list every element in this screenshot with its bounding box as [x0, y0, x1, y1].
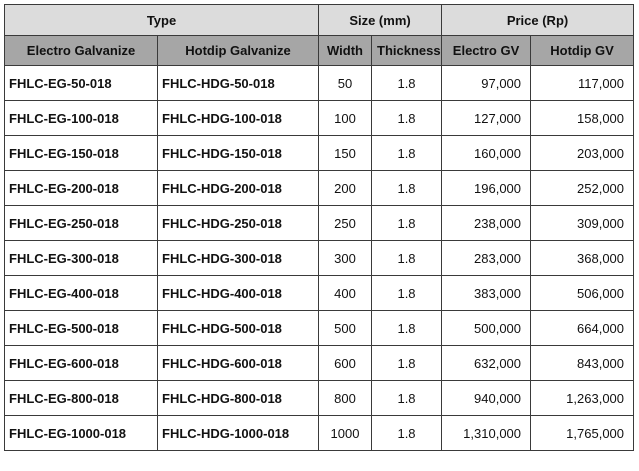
cell-thickness: 1.8 — [372, 171, 442, 206]
cell-electro-galvanize-code: FHLC-EG-500-018 — [5, 311, 158, 346]
cell-thickness: 1.8 — [372, 276, 442, 311]
cell-electro-gv-price: 283,000 — [442, 241, 531, 276]
header-type: Type — [5, 5, 319, 36]
header-hotdip-gv: Hotdip GV — [531, 36, 634, 66]
cell-width: 250 — [319, 206, 372, 241]
cell-width: 150 — [319, 136, 372, 171]
header-thickness: Thickness — [372, 36, 442, 66]
cell-electro-galvanize-code: FHLC-EG-100-018 — [5, 101, 158, 136]
cell-thickness: 1.8 — [372, 136, 442, 171]
table-row — [5, 381, 634, 416]
cell-electro-gv-price: 160,000 — [442, 136, 531, 171]
header-electro-galvanize: Electro Galvanize — [5, 36, 158, 66]
header-hotdip-galvanize: Hotdip Galvanize — [158, 36, 319, 66]
header-size: Size (mm) — [319, 5, 442, 36]
table-row — [5, 276, 634, 311]
table-row — [5, 206, 634, 241]
cell-hotdip-gv-price: 203,000 — [531, 136, 634, 171]
cell-hotdip-gv-price: 843,000 — [531, 346, 634, 381]
table-row — [5, 311, 634, 346]
cell-electro-gv-price: 940,000 — [442, 381, 531, 416]
cell-electro-galvanize-code: FHLC-EG-1000-018 — [5, 416, 158, 451]
cell-electro-gv-price: 632,000 — [442, 346, 531, 381]
table-row — [5, 66, 634, 101]
header-price: Price (Rp) — [442, 5, 634, 36]
cell-thickness: 1.8 — [372, 241, 442, 276]
cell-thickness: 1.8 — [372, 66, 442, 101]
cell-electro-galvanize-code: FHLC-EG-150-018 — [5, 136, 158, 171]
cell-thickness: 1.8 — [372, 416, 442, 451]
cell-hotdip-gv-price: 506,000 — [531, 276, 634, 311]
table-row — [5, 171, 634, 206]
cell-hotdip-galvanize-code: FHLC-HDG-100-018 — [158, 101, 319, 136]
cell-hotdip-galvanize-code: FHLC-HDG-1000-018 — [158, 416, 319, 451]
cell-electro-galvanize-code: FHLC-EG-250-018 — [5, 206, 158, 241]
price-table-container — [4, 4, 634, 451]
header-electro-gv: Electro GV — [442, 36, 531, 66]
cell-hotdip-galvanize-code: FHLC-HDG-50-018 — [158, 66, 319, 101]
cell-hotdip-galvanize-code: FHLC-HDG-600-018 — [158, 346, 319, 381]
cell-thickness: 1.8 — [372, 101, 442, 136]
cell-width: 200 — [319, 171, 372, 206]
table-row — [5, 346, 634, 381]
cell-electro-galvanize-code: FHLC-EG-300-018 — [5, 241, 158, 276]
cell-hotdip-gv-price: 1,765,000 — [531, 416, 634, 451]
cell-electro-gv-price: 127,000 — [442, 101, 531, 136]
cell-width: 800 — [319, 381, 372, 416]
cell-thickness: 1.8 — [372, 206, 442, 241]
table-row — [5, 241, 634, 276]
cell-electro-gv-price: 196,000 — [442, 171, 531, 206]
cell-width: 500 — [319, 311, 372, 346]
header-width: Width — [319, 36, 372, 66]
cell-hotdip-galvanize-code: FHLC-HDG-200-018 — [158, 171, 319, 206]
cell-electro-galvanize-code: FHLC-EG-800-018 — [5, 381, 158, 416]
table-row — [5, 101, 634, 136]
table-row — [5, 416, 634, 451]
cell-width: 100 — [319, 101, 372, 136]
cell-electro-gv-price: 97,000 — [442, 66, 531, 101]
cell-electro-galvanize-code: FHLC-EG-600-018 — [5, 346, 158, 381]
cell-width: 600 — [319, 346, 372, 381]
cell-hotdip-gv-price: 309,000 — [531, 206, 634, 241]
price-table — [4, 4, 634, 451]
cell-electro-gv-price: 383,000 — [442, 276, 531, 311]
cell-hotdip-gv-price: 664,000 — [531, 311, 634, 346]
cell-hotdip-gv-price: 117,000 — [531, 66, 634, 101]
cell-electro-galvanize-code: FHLC-EG-50-018 — [5, 66, 158, 101]
table-header — [5, 5, 634, 66]
cell-hotdip-gv-price: 1,263,000 — [531, 381, 634, 416]
header-row-columns — [5, 36, 634, 66]
cell-thickness: 1.8 — [372, 346, 442, 381]
table-body — [5, 66, 634, 451]
cell-hotdip-galvanize-code: FHLC-HDG-300-018 — [158, 241, 319, 276]
table-row — [5, 136, 634, 171]
cell-electro-gv-price: 238,000 — [442, 206, 531, 241]
cell-hotdip-gv-price: 158,000 — [531, 101, 634, 136]
cell-hotdip-gv-price: 252,000 — [531, 171, 634, 206]
cell-hotdip-galvanize-code: FHLC-HDG-800-018 — [158, 381, 319, 416]
cell-hotdip-galvanize-code: FHLC-HDG-400-018 — [158, 276, 319, 311]
cell-hotdip-gv-price: 368,000 — [531, 241, 634, 276]
cell-electro-galvanize-code: FHLC-EG-400-018 — [5, 276, 158, 311]
cell-hotdip-galvanize-code: FHLC-HDG-250-018 — [158, 206, 319, 241]
cell-thickness: 1.8 — [372, 311, 442, 346]
cell-electro-gv-price: 1,310,000 — [442, 416, 531, 451]
cell-width: 50 — [319, 66, 372, 101]
cell-hotdip-galvanize-code: FHLC-HDG-500-018 — [158, 311, 319, 346]
header-row-groups — [5, 5, 634, 36]
cell-hotdip-galvanize-code: FHLC-HDG-150-018 — [158, 136, 319, 171]
cell-width: 1000 — [319, 416, 372, 451]
cell-width: 400 — [319, 276, 372, 311]
cell-electro-gv-price: 500,000 — [442, 311, 531, 346]
cell-electro-galvanize-code: FHLC-EG-200-018 — [5, 171, 158, 206]
cell-thickness: 1.8 — [372, 381, 442, 416]
cell-width: 300 — [319, 241, 372, 276]
